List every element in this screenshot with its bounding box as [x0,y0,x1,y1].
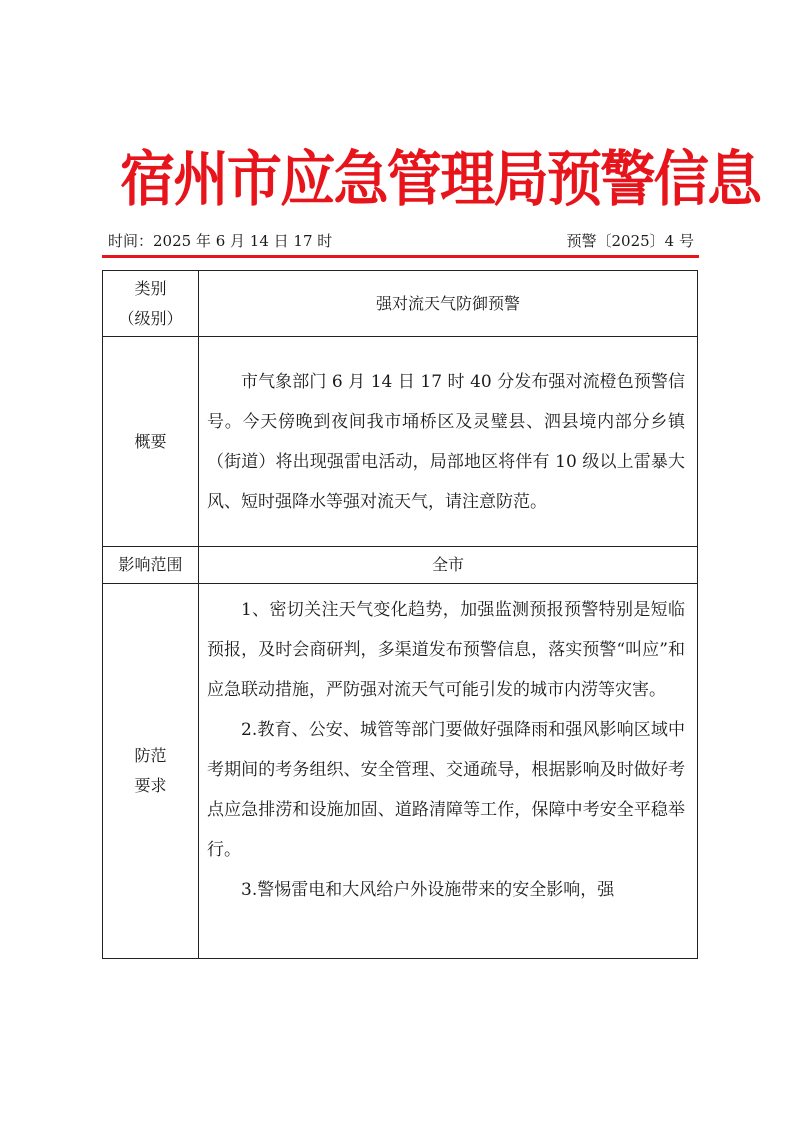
requirements-cell [199,584,698,959]
table-row-requirements [103,584,698,959]
scope-value: 全市 [199,547,698,584]
scope-label: 影响范围 [103,547,199,584]
red-divider [102,255,699,258]
summary-label: 概要 [103,337,199,547]
requirement-item-1: 1、密切关注天气变化趋势，加强监测预报预警特别是短临预报，及时会商研判，多渠道发布预警信息，落实预警“叫应”和应急联动措施，严防强对流天气可能引发的城市内涝等灾害。 [207,600,685,700]
meta-row [108,229,694,253]
table-row-scope [103,547,698,584]
summary-cell [199,337,698,547]
table-row-category [103,271,698,337]
requirement-item-2: 2.教育、公安、城管等部门要做好强降雨和强风影响区域中考期间的考务组织、安全管理、交通疏导，根据影响及时做好考点应急排涝和设施加固、道路清障等工作，保障中考安全平稳举行。 [207,720,685,860]
issue-time: 时间：2025 年 6 月 14 日 17 时 [108,232,333,250]
requirements-label-cell [103,584,199,959]
document-title: 宿州市应急管理局预警信息 [120,145,761,215]
warning-number: 预警〔2025〕4 号 [566,232,694,250]
category-label-cell [103,271,199,337]
summary-text: 市气象部门 6 月 14 日 17 时 40 分发布强对流橙色预警信号。今天傍晚到夜间我市埇桥区及灵璧县、泗县境内部分乡镇（街道）将出现强雷电活动，局部地区将伴有 10 级以上雷暴大风、短时强降水等强对流天气，请注意防范。 [207,371,685,512]
category-label-line2: （级别） [118,308,183,328]
warning-info-table [102,270,698,959]
requirements-label-line2: 要求 [134,776,167,795]
requirements-label-line1: 防范 [134,746,167,765]
requirement-item-3: 3.警惕雷电和大风给户外设施带来的安全影响，强 [241,880,615,900]
table-row-summary [103,337,698,547]
category-value: 强对流天气防御预警 [199,271,698,337]
category-label-line1: 类别 [134,278,167,298]
